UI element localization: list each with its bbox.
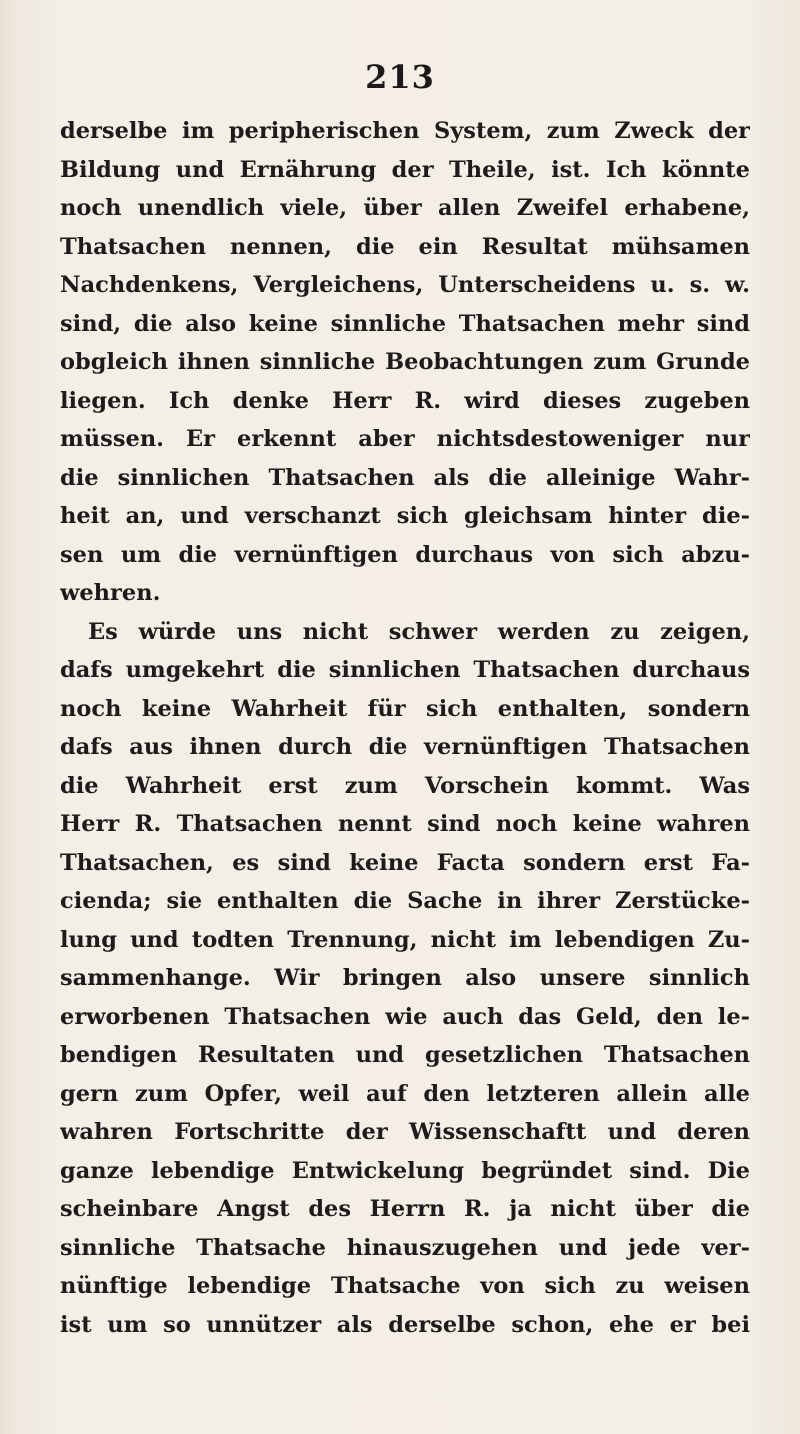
text-line: nünftige lebendige Thatsache von sich zu weisen xyxy=(60,1273,750,1299)
text-line: sind, die also keine sinnliche Thatsachen mehr sind xyxy=(60,310,750,337)
text-line: die Wahrheit erst zum Vorschein kommt. Was xyxy=(60,772,750,799)
text-line: ganze lebendige Entwickelung begründet sind. Die xyxy=(60,1157,750,1184)
text-line: lung und todten Trennung, nicht im lebendigen Zu- xyxy=(60,926,750,953)
text-line: Thatsachen nennen, die ein Resultat mühsamen xyxy=(60,233,750,260)
text-line: Thatsachen, es sind keine Facta sondern erst Fa- xyxy=(60,849,750,876)
text-line: sinnliche Thatsache hinauszugehen und jede ver- xyxy=(60,1234,750,1261)
text-line: obgleich ihnen sinnliche Beobachtungen zum Grunde xyxy=(60,349,750,375)
page-number: 213 xyxy=(365,58,435,96)
text-line: die sinnlichen Thatsachen als die alleinige Wahr- xyxy=(60,464,750,491)
text-line: noch unendlich viele, über allen Zweifel erhabene, xyxy=(60,195,750,221)
text-line: sen um die vernünftigen durchaus von sich abzu- xyxy=(60,541,750,568)
text-line: dafs umgekehrt die sinnlichen Thatsachen durchaus xyxy=(60,657,750,683)
text-line: derselbe im peripherischen System, zum Zweck der xyxy=(60,118,750,144)
text-line: wahren Fortschritte der Wissenschaftt und deren xyxy=(60,1119,750,1145)
body-text xyxy=(60,112,750,1344)
text-line: scheinbare Angst des Herrn R. ja nicht über die xyxy=(60,1196,750,1222)
text-line: dafs aus ihnen durch die vernünftigen Thatsachen xyxy=(60,734,750,760)
text-line: liegen. Ich denke Herr R. wird dieses zugeben xyxy=(60,387,750,414)
text-line: cienda; sie enthalten die Sache in ihrer Zerstücke- xyxy=(60,888,750,914)
text-line: ist um so unnützer als derselbe schon, ehe er bei xyxy=(60,1311,750,1338)
text-line: bendigen Resultaten und gesetzlichen Thatsachen xyxy=(60,1042,750,1068)
text-line: sammenhange. Wir bringen also unsere sinnlich xyxy=(60,965,750,991)
paragraph-end-line: wehren. xyxy=(60,580,161,606)
text-line: müssen. Er erkennt aber nichtsdestoweniger nur xyxy=(60,426,750,452)
text-line: Herr R. Thatsachen nennt sind noch keine wahren xyxy=(60,811,750,837)
text-line: Bildung und Ernährung der Theile, ist. Ich könnte xyxy=(60,156,750,183)
text-line: noch keine Wahrheit für sich enthalten, sondern xyxy=(60,695,750,722)
text-line: Nachdenkens, Vergleichens, Unterscheidens u. s. w. xyxy=(60,272,750,298)
text-line: erworbenen Thatsachen wie auch das Geld, den le- xyxy=(60,1003,750,1030)
paragraph-start-line: Es würde uns nicht schwer werden zu zeigen, xyxy=(88,618,750,645)
text-line: heit an, und verschanzt sich gleichsam hinter die- xyxy=(60,503,750,529)
text-line: gern zum Opfer, weil auf den letzteren allein alle xyxy=(60,1080,750,1107)
